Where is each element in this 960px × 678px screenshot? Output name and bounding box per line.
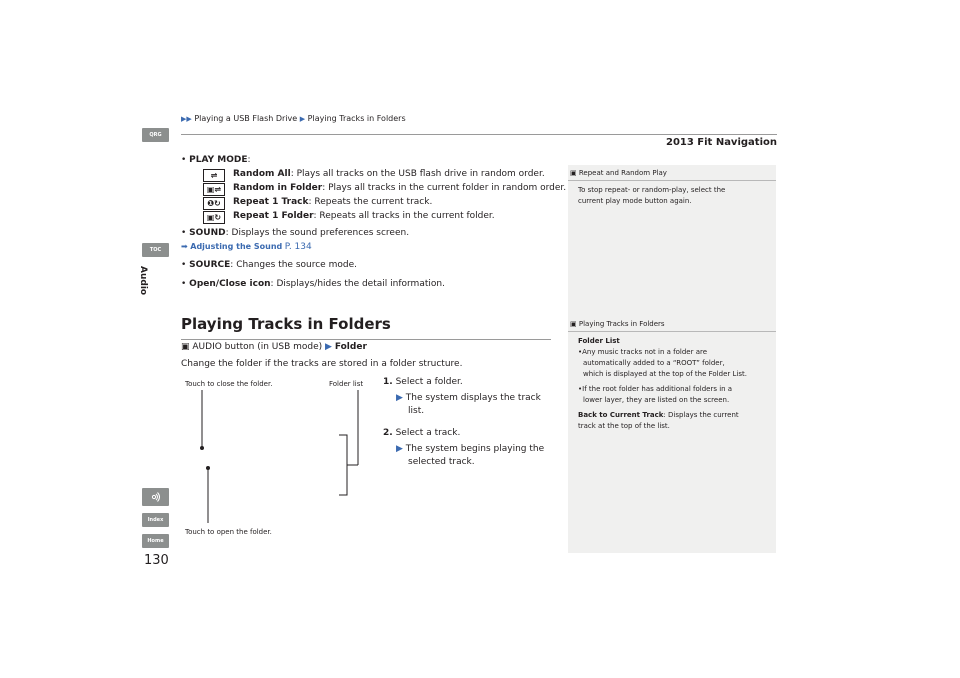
breadcrumb-arrow-icon: ▶▶ [181,115,192,123]
mode-desc: : Repeats all tracks in the current folder. [313,211,495,221]
breadcrumb-item[interactable]: Playing a USB Flash Drive [194,114,298,123]
note-bullet: •Any music tracks not in a folder are [578,348,708,356]
reference-icon: ➡ [181,242,188,251]
mode-name: Repeat 1 Folder [233,211,314,221]
note-back-desc: : Displays the current [663,411,739,419]
voice-tab[interactable] [142,488,169,506]
note-title [570,169,667,177]
mode-desc: : Plays all tracks in the current folder in random order. [322,183,567,193]
note-line: automatically added to a “ROOT” folder, [583,359,725,367]
note-back-label: Back to Current Track [578,411,664,419]
play-mode-suffix: : [247,155,251,165]
repeat-folder-icon: ▣↻ [203,211,225,224]
source-label: SOURCE [189,260,231,270]
breadcrumb-item[interactable]: Playing Tracks in Folders [307,114,406,123]
note-heading: Folder List [578,337,620,345]
mode-row [203,181,566,196]
note-line: track at the top of the list. [578,422,670,430]
adjusting-sound-link[interactable] [181,240,312,254]
open-close-label: Open/Close icon [189,279,271,289]
mode-row [203,195,432,210]
note-rule [568,331,776,332]
mode-row [203,167,545,182]
open-close-desc: : Displays/hides the detail information. [270,279,445,289]
path-prefix: AUDIO button (in USB mode) [192,342,323,352]
page-title: 2013 Fit Navigation [665,137,777,148]
note-back [578,410,774,421]
source-desc: : Changes the source mode. [230,260,357,270]
note-title-text: Repeat and Random Play [578,169,667,177]
section-title: Playing Tracks in Folders [181,315,391,333]
note-line: If the root folder has additional folders in a [582,385,733,393]
sound-item: • SOUND: Displays the sound preferences screen. [181,228,410,238]
main-content [181,153,567,313]
mode-row [203,209,495,224]
toc-tab[interactable]: TOC [142,243,169,257]
open-close-item: • Open/Close icon: Displays/hides the detail information. [181,279,445,289]
play-mode-label: PLAY MODE [189,155,248,165]
play-mode-item: • PLAY MODE: [181,155,251,165]
note-line: lower layer, they are listed on the screen. [583,396,730,404]
link-page: P. 134 [284,242,312,252]
qrg-tab[interactable]: QRG [142,128,169,142]
path-target: Folder [334,342,367,352]
callout-close-folder: Touch to close the folder. [185,380,273,388]
step-text: Select a folder. [395,377,463,387]
chapter-label: Audio [138,266,148,296]
index-tab[interactable]: Index [142,513,169,527]
note-text [578,336,774,432]
callout-open-folder: Touch to open the folder. [185,528,272,536]
step-1-result [396,391,541,405]
step-1 [383,375,463,389]
result-arrow-icon: ▶ [396,393,403,403]
note-title [570,320,665,328]
step-2-result-cont: selected track. [408,457,475,467]
step-number: 1. [383,377,393,387]
section-intro: Change the folder if the tracks are stored in a folder structure. [181,359,463,369]
hardware-button-icon: ▣ [181,342,190,352]
figure-leader-lines [180,385,380,530]
random-all-icon: ⇌ [203,169,225,182]
step-2-result [396,442,544,456]
note-line: Any music tracks not in a folder are [582,348,708,356]
breadcrumb-arrow-icon: ▶ [299,115,306,123]
voice-command-icon [150,491,162,503]
menu-path [181,342,367,352]
result-text: The system begins playing the [405,444,545,454]
sound-label: SOUND [189,228,226,238]
result-arrow-icon: ▶ [396,444,403,454]
random-folder-icon: ▣⇌ [203,183,225,196]
header-rule [181,134,777,135]
path-arrow-icon: ▶ [325,342,332,352]
page-number: 130 [144,553,169,568]
link-text: Adjusting the Sound [190,242,283,251]
callout-folder-list: Folder list [329,380,364,388]
mode-desc: : Plays all tracks on the USB flash drive in random order. [290,169,545,179]
step-text: Select a track. [395,428,461,438]
breadcrumb [181,114,406,123]
note-icon: ▣ [570,320,577,328]
note-title-text: Playing Tracks in Folders [578,320,665,328]
note-rule [568,180,776,181]
mode-desc: : Repeats the current track. [308,197,433,207]
result-text: The system displays the track [405,393,541,403]
note-line: To stop repeat- or random-play, select the [578,186,726,194]
note-bullet: •If the root folder has additional folders in a [578,385,733,393]
note-line: current play mode button again. [578,197,692,205]
note-text [578,185,725,207]
home-tab[interactable]: Home [142,534,169,548]
step-number: 2. [383,428,393,438]
mode-name: Repeat 1 Track [233,197,309,207]
mode-name: Random in Folder [233,183,323,193]
note-icon: ▣ [570,169,577,177]
repeat-track-icon: ❶↻ [203,197,225,210]
source-item: • SOURCE: Changes the source mode. [181,260,357,270]
note-line: which is displayed at the top of the Folder List. [583,370,747,378]
step-2 [383,426,460,440]
mode-name: Random All [233,169,291,179]
sound-desc: : Displays the sound preferences screen. [225,228,410,238]
section-rule [181,339,551,340]
step-1-result-cont: list. [408,406,425,416]
